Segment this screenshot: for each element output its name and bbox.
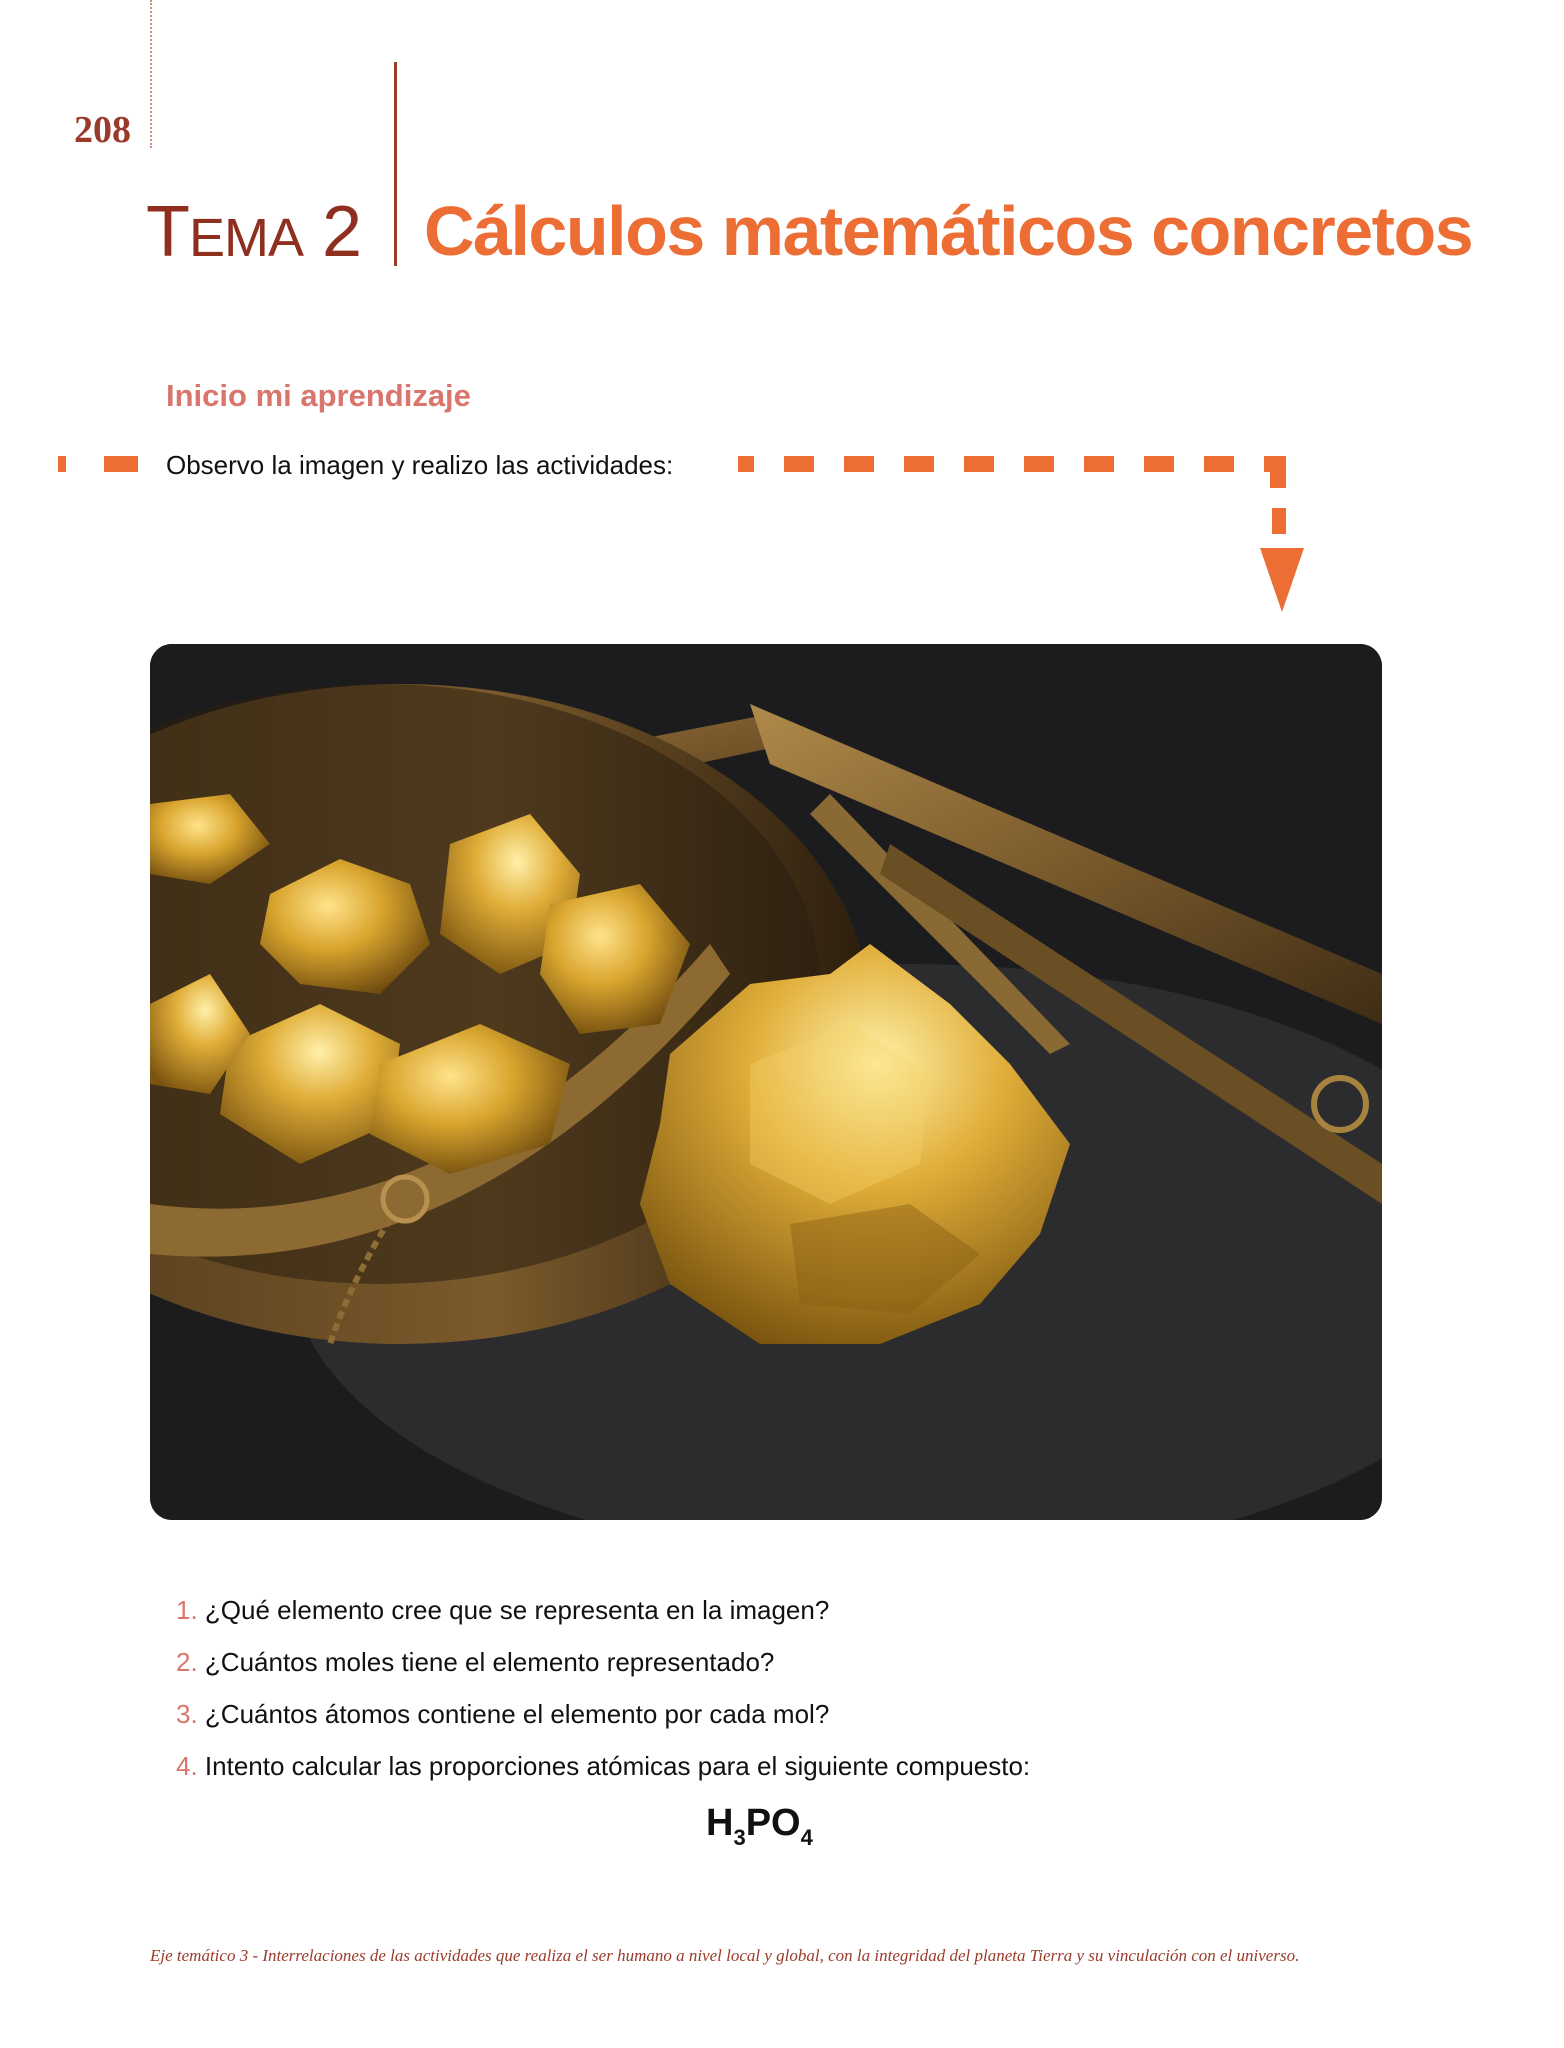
- formula-o-subscript: 4: [800, 1825, 813, 1850]
- dash: [738, 456, 754, 472]
- dash: [58, 456, 66, 472]
- formula-h: H: [706, 1802, 734, 1844]
- question-number: 1.: [176, 1595, 198, 1625]
- question-text: ¿Cuántos átomos contiene el elemento por cada mol?: [204, 1699, 830, 1729]
- dash: [844, 456, 874, 472]
- arrow-down-icon: [1260, 548, 1304, 612]
- question-text: ¿Qué elemento cree que se representa en la imagen?: [204, 1595, 830, 1625]
- dash: [104, 456, 138, 472]
- question-number: 2.: [176, 1647, 198, 1677]
- chemical-formula: [706, 1802, 813, 1851]
- question-list: [176, 1592, 1030, 1800]
- formula-h-subscript: 3: [733, 1825, 746, 1850]
- tema-number: 2: [322, 192, 362, 272]
- dash: [1144, 456, 1174, 472]
- gold-nugget-photo: [150, 644, 1382, 1520]
- page-number: 208: [74, 109, 131, 151]
- question-number: 4.: [176, 1751, 198, 1781]
- dash: [1272, 508, 1286, 534]
- section-heading: Inicio mi aprendizaje: [166, 378, 471, 413]
- question-text: Intento calcular las proporciones atómicas para el siguiente compuesto:: [204, 1751, 1031, 1781]
- list-item: [176, 1644, 1030, 1696]
- dash: [784, 456, 814, 472]
- page-title: Cálculos matemáticos concretos: [424, 192, 1473, 270]
- dash: [1084, 456, 1114, 472]
- tema-first-letter: T: [146, 192, 189, 272]
- list-item: [176, 1696, 1030, 1748]
- list-item: [176, 1748, 1030, 1800]
- tema-label: [146, 192, 362, 272]
- dash: [904, 456, 934, 472]
- instruction-text: Observo la imagen y realizo las actividades:: [166, 450, 674, 480]
- dash: [1024, 456, 1054, 472]
- dash: [1204, 456, 1234, 472]
- question-number: 3.: [176, 1699, 198, 1729]
- tema-rest: EMA: [188, 208, 304, 268]
- footer-text: Eje temático 3 - Interrelaciones de las actividades que realiza el ser humano a nivel local y global, con la integridad del planeta Tierra y su vinculación con el universo.: [150, 1946, 1300, 1965]
- formula-po: PO: [745, 1802, 801, 1844]
- list-item: [176, 1592, 1030, 1644]
- dash: [1264, 456, 1286, 472]
- dash: [964, 456, 994, 472]
- question-text: ¿Cuántos moles tiene el elemento representado?: [204, 1647, 775, 1677]
- dash: [1270, 472, 1286, 488]
- title-divider: [394, 62, 397, 266]
- page-number-divider: [150, 0, 152, 148]
